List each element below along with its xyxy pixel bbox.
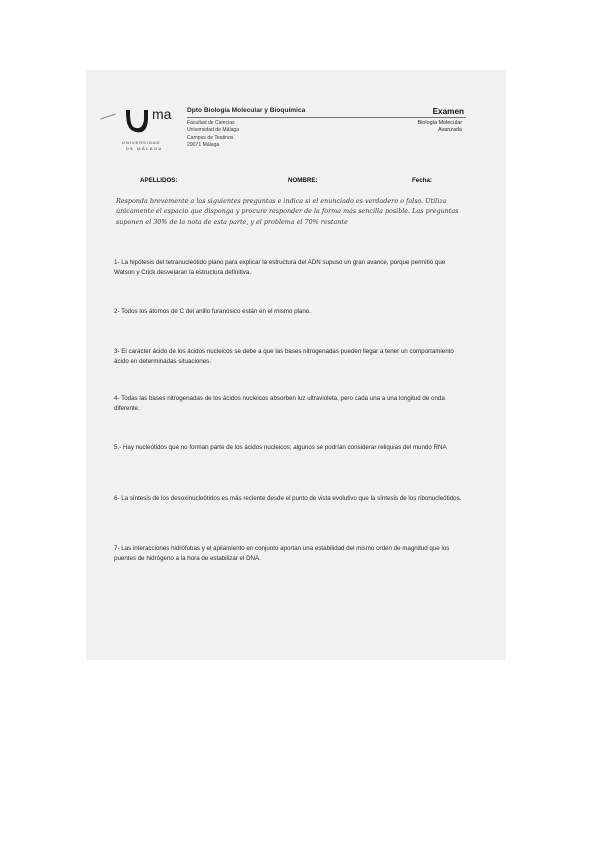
question-2: 2- Todos los átomos de C del anillo furanósico están en el mismo plano. bbox=[114, 308, 311, 315]
nombre-label: NOMBRE: bbox=[288, 177, 318, 184]
university: Universidad de Málaga bbox=[187, 127, 240, 134]
logo-text: ma bbox=[152, 106, 172, 122]
faculty: Facultad de Ciencias bbox=[187, 120, 235, 126]
subject-line-1: Biología Molecular bbox=[417, 120, 462, 126]
question-4: 4- Todas las bases nitrogenadas de los ácidos nucleicos absorben luz ultravioleta, pero cada una a una longitud de onda diferente. bbox=[114, 395, 445, 412]
university-logo bbox=[122, 104, 182, 160]
pen-mark bbox=[100, 114, 116, 120]
question-5: 5.- Hay nucleótidos que no forman parte de los ácidos nucleicos; algunos se podrían considerar reliquias del mundo RNA bbox=[114, 444, 447, 451]
campus: Campus de Teatinos bbox=[187, 134, 234, 141]
exam-page bbox=[86, 70, 506, 660]
logo-caption-2: DE MÁLAGA bbox=[126, 146, 163, 151]
exam-label: Examen bbox=[432, 107, 464, 116]
question-1: 1- La hipótesis del tetranucleótido plano para explicar la estructura del ADN supuso un gran avance, porque permitió que Watson y Crick desvelaran la estructura definitiva. bbox=[114, 259, 446, 276]
instructions: Responda brevemente a las siguientes preguntas e indica si el enunciado es verdadero o falso. Utiliza únicamente el espacio que disponga y procure responder de la forma más sencilla posible. Las preguntas suponen el 30% de la nota de esta parte, y el problema el 70% restante bbox=[116, 197, 459, 226]
question-6: 6- La síntesis de los desoxinucleótidos es más reciente desde el punto de vista evolutivo que la síntesis de los ribonucleótidos. bbox=[114, 495, 462, 502]
question-7: 7- Las interacciones hidrófobas y el apilamiento en conjunto aportan una estabilidad del mismo orden de magnitud que los puentes de hidrógeno a la hora de estabilizar el DNA. bbox=[114, 545, 450, 562]
fecha-label: Fecha: bbox=[412, 177, 432, 184]
apellidos-label: APELLIDOS: bbox=[140, 177, 178, 184]
logo-caption-1: UNIVERSIDAD bbox=[122, 140, 161, 145]
header-rule bbox=[187, 117, 466, 118]
department-title: Dpto Biología Molecular y Bioquímica bbox=[187, 107, 306, 114]
subject-line-2: Avanzada bbox=[438, 127, 462, 134]
address-block bbox=[187, 120, 239, 150]
subject-block bbox=[418, 120, 462, 135]
postal-code: 29071 Málaga bbox=[187, 142, 220, 149]
question-3: 3- El carácter ácido de los ácidos nucleicos se debe a que las bases nitrogenadas pueden llegar a tener un comportamiento ácido en determinadas situaciones. bbox=[114, 348, 454, 365]
